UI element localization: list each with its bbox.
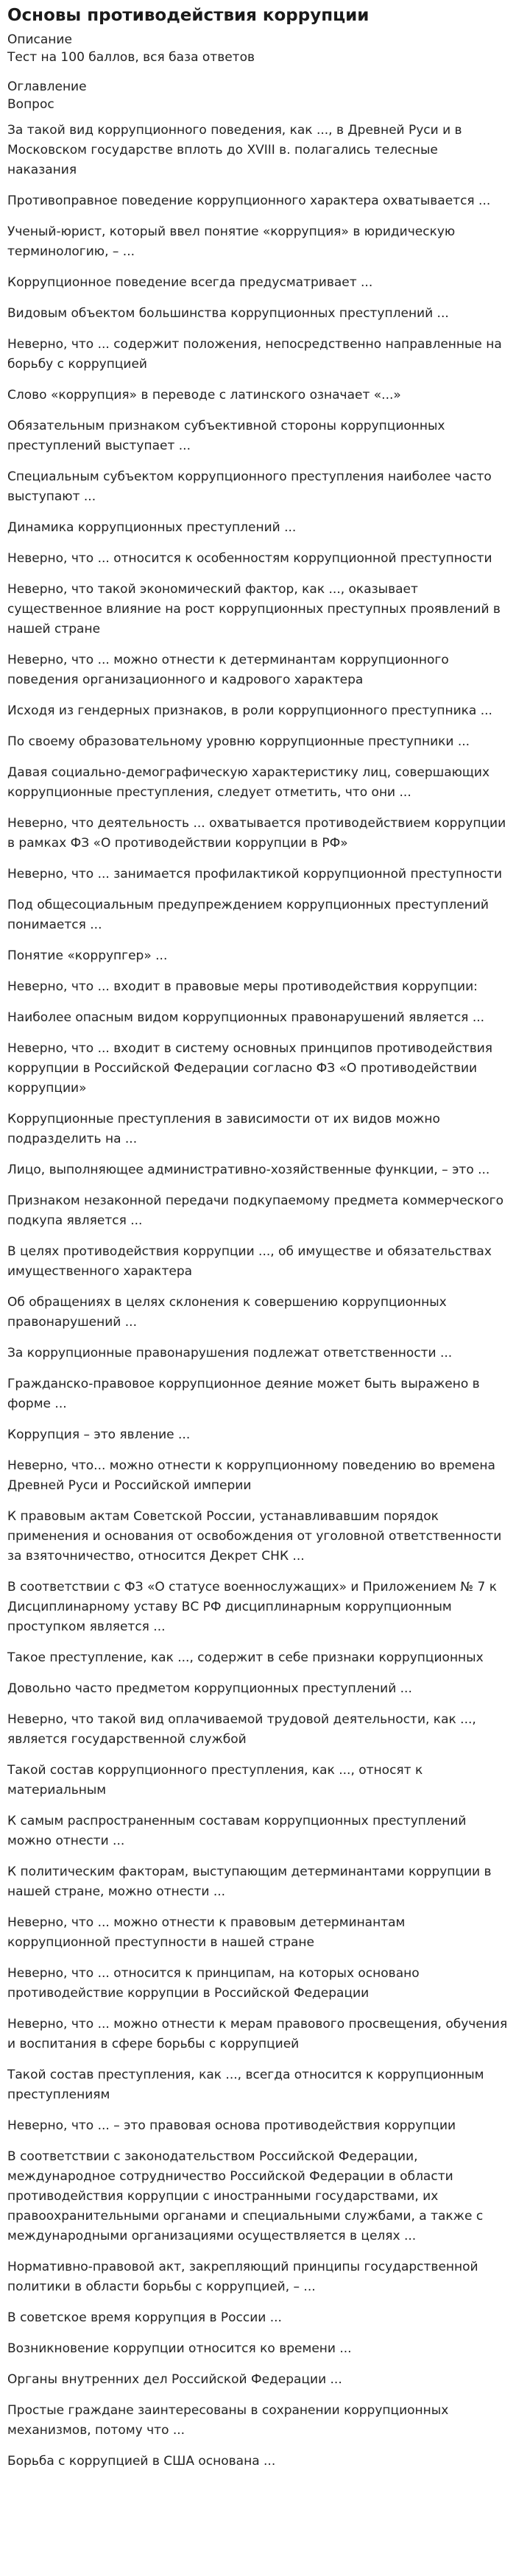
question-item[interactable]: В соответствии с законодательством Российской Федерации, международное сотрудничество Российской Федерации в области противодействия коррупции с иностранными государствами, их правоохранительными органами и специальными службами, а также с международными организациями осуществляется в целях ... bbox=[7, 2149, 484, 2243]
question-item[interactable]: Неверно, что такой вид оплачиваемой трудовой деятельности, как ..., является государственной службой bbox=[7, 1712, 476, 1747]
question-item[interactable]: Неверно, что ... относится к принципам, на которых основано противодействие коррупции в Российской Федерации bbox=[7, 1966, 420, 2001]
question-item[interactable]: Понятие «коррупгер» ... bbox=[7, 948, 168, 963]
toc-label: Оглавление bbox=[7, 79, 87, 94]
question-item[interactable]: Такой состав преступления, как ..., всегда относится к коррупционным преступлениям bbox=[7, 2068, 484, 2102]
description-label: Описание bbox=[7, 32, 72, 47]
question-item[interactable]: Давая социально-демографическую характеристику лиц, совершающих коррупционные преступления, следует отметить, что они ... bbox=[7, 765, 490, 800]
question-item[interactable]: Противоправное поведение коррупционного характера охватывается ... bbox=[7, 194, 491, 208]
question-item[interactable]: Обязательным признаком субъективной стороны коррупционных преступлений выступает ... bbox=[7, 419, 445, 453]
question-item[interactable]: Неверно, что ... относится к особенностям коррупционной преступности bbox=[7, 551, 492, 566]
question-item[interactable]: К правовым актам Советской России, устанавливавшим порядок применения и основания от освобождения от уголовной ответственности за взяточничество, относится Декрет СНК ... bbox=[7, 1509, 502, 1564]
question-item[interactable]: Гражданско-правовое коррупционное деяние может быть выражено в форме ... bbox=[7, 1377, 480, 1411]
question-item[interactable]: Признаком незаконной передачи подкупаемому предмета коммерческого подкупа является ... bbox=[7, 1193, 504, 1228]
question-item[interactable]: Неверно, что ... входит в систему основных принципов противодействия коррупции в Российской Федерации согласно ФЗ «О противодействии коррупции» bbox=[7, 1041, 492, 1096]
question-item[interactable]: В целях противодействия коррупции ..., об имуществе и обязательствах имущественного характера bbox=[7, 1244, 492, 1279]
question-item[interactable]: К самым распространенным составам коррупционных преступлений можно отнести ... bbox=[7, 1814, 467, 1848]
question-list bbox=[7, 121, 509, 2472]
question-item[interactable]: Наиболее опасным видом коррупционных правонарушений является ... bbox=[7, 1010, 485, 1025]
question-item[interactable]: Лицо, выполняющее административно-хозяйственные функции, – это ... bbox=[7, 1163, 490, 1177]
question-item[interactable]: В соответствии с ФЗ «О статусе военнослужащих» и Приложением № 7 к Дисциплинарному уставу ВС РФ дисциплинарным коррупционным проступком является ... bbox=[7, 1580, 497, 1634]
page-title: Основы противодействия коррупции bbox=[7, 6, 370, 25]
question-item[interactable]: За такой вид коррупционного поведения, как ..., в Древней Руси и в Московском государстве вплоть до XVIII в. полагались телесные наказания bbox=[7, 123, 462, 177]
question-item[interactable]: По своему образовательному уровню коррупционные преступники ... bbox=[7, 734, 470, 749]
question-item[interactable]: Видовым объектом большинства коррупционных преступлений ... bbox=[7, 306, 449, 321]
question-item[interactable]: Специальным субъектом коррупционного преступления наиболее часто выступают ... bbox=[7, 469, 492, 504]
question-item[interactable]: Неверно, что... можно отнести к коррупционному поведению во времена Древней Руси и Российской империи bbox=[7, 1458, 495, 1493]
question-item[interactable]: Такой состав коррупционного преступления, как ..., относят к материальным bbox=[7, 1763, 423, 1798]
question-item[interactable]: Нормативно-правовой акт, закрепляющий принципы государственной политики в области борьбы с коррупцией, – ... bbox=[7, 2260, 478, 2294]
description-text: Тест на 100 баллов, вся база ответов bbox=[7, 50, 255, 65]
question-item[interactable]: Возникновение коррупции относится ко времени ... bbox=[7, 2341, 352, 2356]
question-item[interactable]: За коррупционные правонарушения подлежат ответственности ... bbox=[7, 1346, 453, 1360]
toc-item-question[interactable]: Вопрос bbox=[7, 97, 54, 112]
question-item[interactable]: Динамика коррупционных преступлений ... bbox=[7, 520, 297, 535]
question-item[interactable]: Неверно, что ... входит в правовые меры противодействия коррупции: bbox=[7, 979, 478, 994]
question-item[interactable]: Органы внутренних дел Российской Федерации ... bbox=[7, 2372, 342, 2387]
question-item[interactable]: Ученый-юрист, который ввел понятие «коррупция» в юридическую терминологию, – ... bbox=[7, 224, 456, 259]
question-item[interactable]: Неверно, что ... – это правовая основа противодействия коррупции bbox=[7, 2118, 456, 2133]
question-item[interactable]: Неверно, что ... можно отнести к детерминантам коррупционного поведения организационного и кадрового характера bbox=[7, 653, 449, 687]
question-item[interactable]: Неверно, что ... занимается профилактикой коррупционной преступности bbox=[7, 867, 503, 881]
question-item[interactable]: Слово «коррупция» в переводе с латинского означает «...» bbox=[7, 388, 401, 402]
question-item[interactable]: Борьба с коррупцией в США основана ... bbox=[7, 2454, 276, 2469]
question-item[interactable]: Об обращениях в целях склонения к совершению коррупционных правонарушений ... bbox=[7, 1295, 447, 1330]
question-item[interactable]: Такое преступление, как ..., содержит в себе признаки коррупционных bbox=[7, 1650, 484, 1665]
question-item[interactable]: Коррупционные преступления в зависимости от их видов можно подразделить на ... bbox=[7, 1112, 440, 1146]
question-item[interactable]: В советское время коррупция в России ... bbox=[7, 2310, 282, 2325]
question-item[interactable]: Довольно часто предметом коррупционных преступлений ... bbox=[7, 1681, 412, 1696]
question-item[interactable]: Неверно, что деятельность ... охватывается противодействием коррупции в рамках ФЗ «О противодействии коррупции в РФ» bbox=[7, 816, 506, 851]
question-item[interactable]: К политическим факторам, выступающим детерминантами коррупции в нашей стране, можно отнести ... bbox=[7, 1864, 492, 1899]
question-item[interactable]: Под общесоциальным предупреждением коррупционных преступлений понимается ... bbox=[7, 898, 489, 932]
question-item[interactable]: Неверно, что ... содержит положения, непосредственно направленные на борьбу с коррупцией bbox=[7, 337, 502, 372]
question-item[interactable]: Коррупционное поведение всегда предусматривает ... bbox=[7, 275, 373, 290]
question-item[interactable]: Коррупция – это явление ... bbox=[7, 1427, 191, 1442]
question-item[interactable]: Исходя из гендерных признаков, в роли коррупционного преступника ... bbox=[7, 703, 492, 718]
question-item[interactable]: Неверно, что такой экономический фактор, как ..., оказывает существенное влияние на рост коррупционных преступных проявлений в нашей стране bbox=[7, 582, 501, 636]
question-item[interactable]: Простые граждане заинтересованы в сохранении коррупционных механизмов, потому что ... bbox=[7, 2403, 449, 2438]
question-item[interactable]: Неверно, что ... можно отнести к мерам правового просвещения, обучения и воспитания в сфере борьбы с коррупцией bbox=[7, 2017, 508, 2051]
question-item[interactable]: Неверно, что ... можно отнести к правовым детерминантам коррупционной преступности в нашей стране bbox=[7, 1915, 406, 1950]
